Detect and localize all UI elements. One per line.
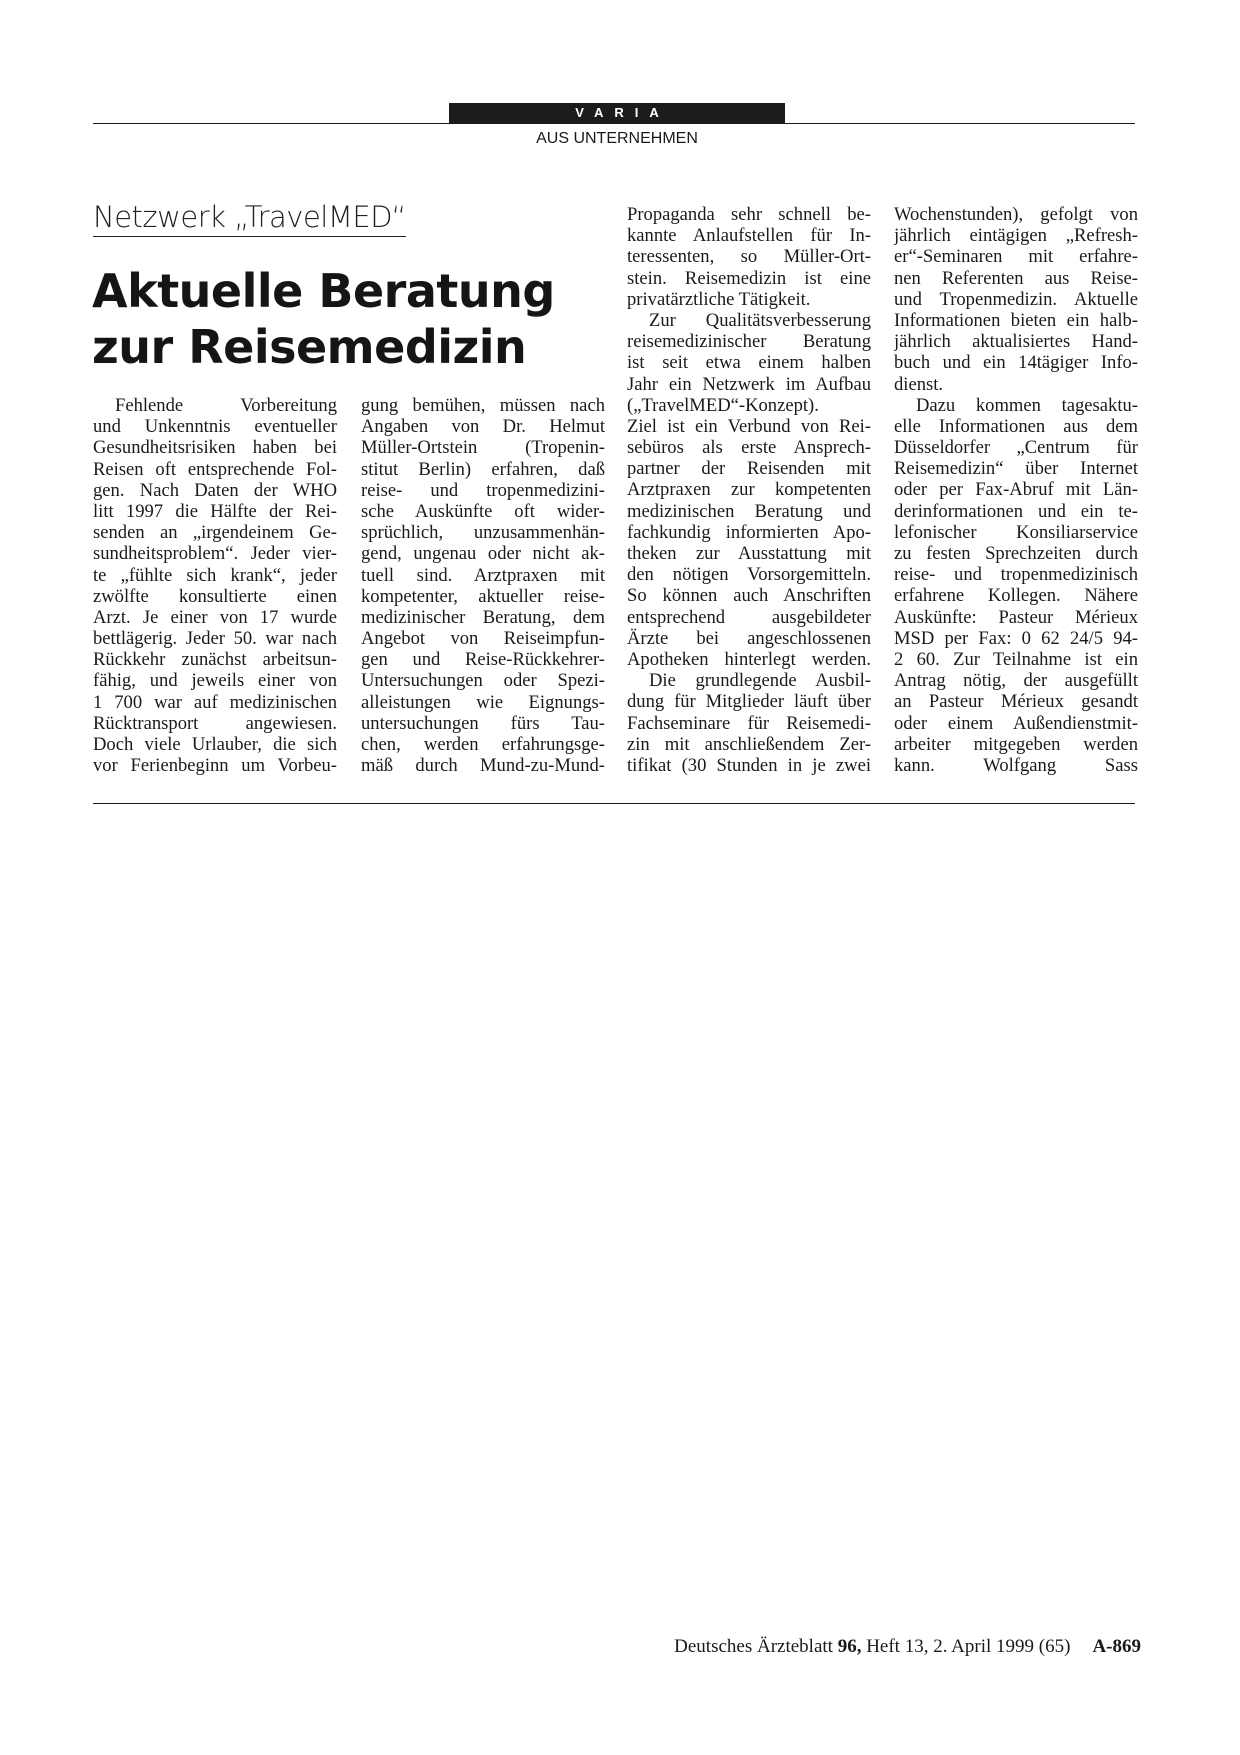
article-text-line: reise- und tropenmedizini-: [361, 479, 605, 501]
article-text-line: Informationen bieten ein halb-: [894, 309, 1138, 331]
header-rule: [93, 123, 1135, 124]
article-text-line: gend, ungenau oder nicht ak-: [361, 543, 605, 565]
article-text-line: an Pasteur Mérieux gesandt: [894, 691, 1138, 713]
article-text-line: lefonischer Konsiliarservice: [894, 521, 1138, 543]
article-text-line: 1 700 war auf medizinischen: [93, 691, 337, 713]
article-text-line: nen Referenten aus Reise-: [894, 267, 1138, 289]
article-text-line: Zur Qualitätsverbesserung: [649, 309, 871, 331]
article-text-line: Reisen oft entsprechende Fol-: [93, 458, 337, 480]
article-text-line: Doch viele Urlauber, die sich: [93, 734, 337, 755]
article-text-line: sprüchlich, unzusammenhän-: [361, 522, 605, 544]
article-text-line: gung bemühen, müssen nach: [361, 395, 605, 416]
article-author: Wolfgang Sass: [983, 754, 1138, 776]
article-text-line: oder per Fax-Abruf mit Län-: [894, 479, 1138, 501]
article-text-line: privatärztliche Tätigkeit.: [627, 288, 811, 310]
article-end-rule: [93, 803, 1135, 804]
article-column-2: [361, 395, 605, 776]
article-text-line: vor Ferienbeginn um Vorbeu-: [93, 755, 337, 777]
article-text-line: chen, werden erfahrungsge-: [361, 734, 605, 755]
article-text-line: erfahrene Kollegen. Nähere: [894, 585, 1138, 607]
article-text-line: sche Auskünfte oft wider-: [361, 500, 605, 522]
page-footer: [674, 1635, 1141, 1659]
article-text-line: oder einem Außendienstmit-: [894, 712, 1138, 734]
article-text-line: gen. Nach Daten der WHO: [93, 479, 337, 501]
article-text-line: jährlich eintägigen „Refresh-: [894, 225, 1138, 247]
article-text-line: stitut Berlin) erfahren, daß: [361, 458, 605, 480]
article-text-line: te „fühlte sich krank“, jeder: [93, 564, 337, 586]
article-text-line: Gesundheitsrisiken haben bei: [93, 437, 337, 459]
article-text-line: fachkundig informierten Apo-: [627, 521, 871, 543]
signature-line-end: kann.: [894, 754, 935, 776]
article-text-line: Auskünfte: Pasteur Mérieux: [894, 606, 1138, 628]
article-text-line: Rückkehr zunächst arbeitsun-: [93, 649, 337, 671]
article-text-line: Propaganda sehr schnell be-: [627, 204, 871, 225]
article-text-line: arbeiter mitgegeben werden: [894, 733, 1138, 755]
article-text-line: 2 60. Zur Teilnahme ist ein: [894, 648, 1138, 670]
article-text-line: [894, 755, 1138, 776]
article-text-line: Ärzte bei angeschlossenen: [627, 627, 871, 649]
article-column-1: [93, 395, 337, 776]
article-text-line: Wochenstunden), gefolgt von: [894, 204, 1138, 225]
article-text-line: derinformationen und ein te-: [894, 500, 1138, 522]
article-text-line: Müller-Ortstein (Tropenin-: [361, 437, 605, 459]
article-text-line: medizinischer Beratung, dem: [361, 606, 605, 628]
article-text-line: jährlich aktualisiertes Hand-: [894, 331, 1138, 353]
headline-line-1: Aktuelle Beratung: [92, 264, 555, 318]
footer-issue: Heft 13, 2. April 1999 (65): [866, 1636, 1071, 1657]
footer-page-number: A-869: [1092, 1636, 1141, 1657]
article-text-line: zu festen Sprechzeiten durch: [894, 543, 1138, 564]
footer-journal: Deutsches Ärzteblatt: [674, 1636, 833, 1657]
article-text-line: fähig, und jeweils einer von: [93, 670, 337, 692]
headline-line-2: zur Reisemedizin: [92, 320, 527, 374]
article-text-line: Reisemedizin“ über Internet: [894, 458, 1138, 480]
article-text-line: mäß durch Mund-zu-Mund-: [361, 755, 605, 777]
article-text-line: ist seit etwa einem halben: [627, 352, 871, 374]
article-text-line: tifikat (30 Stunden in je zwei: [627, 754, 871, 776]
article-text-line: den nötigen Vorsorgemitteln.: [627, 564, 871, 586]
article-text-line: tuell sind. Arztpraxen mit: [361, 564, 605, 586]
article-text-line: kannte Anlaufstellen für In-: [627, 225, 871, 247]
article-text-line: Arzt. Je einer von 17 wurde: [93, 606, 337, 628]
article-text-line: untersuchungen fürs Tau-: [361, 712, 605, 734]
article-text-line: litt 1997 die Hälfte der Rei-: [93, 500, 337, 522]
article-text-line: Untersuchungen oder Spezi-: [361, 670, 605, 692]
article-text-line: er“-Seminaren mit erfahre-: [894, 246, 1138, 268]
article-text-line: Die grundlegende Ausbil-: [649, 670, 871, 692]
article-text-line: So können auch Anschriften: [627, 585, 871, 607]
article-text-line: partner der Reisenden mit: [627, 458, 871, 480]
article-text-line: alleistungen wie Eignungs-: [361, 691, 605, 713]
article-text-line: zin mit anschließendem Zer-: [627, 733, 871, 755]
article-text-line: sebüros als erste Ansprech-: [627, 437, 871, 459]
article-text-line: Angebot von Reiseimpfun-: [361, 628, 605, 650]
article-text-line: Rücktransport angewiesen.: [93, 712, 337, 734]
article-text-line: dung für Mitglieder läuft über: [627, 691, 871, 713]
article-kicker: Netzwerk „TravelMED“: [93, 200, 406, 237]
section-label: VARIA: [449, 103, 785, 123]
article-text-line: gen und Reise-Rückkehrer-: [361, 649, 605, 671]
article-text-line: Apotheken hinterlegt werden.: [627, 648, 871, 670]
article-text-line: Jahr ein Netzwerk im Aufbau: [627, 373, 871, 395]
article-text-line: teressenten, so Müller-Ort-: [627, 246, 871, 268]
footer-volume: 96,: [837, 1636, 862, 1657]
article-column-4: [894, 204, 1138, 776]
article-text-line: („TravelMED“-Konzept).: [627, 394, 819, 416]
article-text-line: reisemedizinischer Beratung: [627, 331, 871, 353]
article-text-line: entsprechend ausgebildeter: [627, 606, 871, 628]
article-text-line: kompetenter, aktueller reise-: [361, 585, 605, 607]
article-text-line: stein. Reisemedizin ist eine: [627, 267, 871, 289]
article-text-line: und Unkenntnis eventueller: [93, 416, 337, 438]
article-text-line: Düsseldorfer „Centrum für: [894, 437, 1138, 459]
article-text-line: bettlägerig. Jeder 50. war nach: [93, 628, 337, 650]
article-text-line: Fehlende Vorbereitung: [115, 395, 337, 416]
article-text-line: und Tropenmedizin. Aktuelle: [894, 288, 1138, 310]
article-text-line: Ziel ist ein Verbund von Rei-: [627, 415, 871, 437]
article-headline: [92, 263, 612, 375]
subsection-label: AUS UNTERNEHMEN: [536, 130, 698, 147]
article-text-line: sundheitsproblem“. Jeder vier-: [93, 543, 337, 565]
article-text-line: medizinischen Beratung und: [627, 500, 871, 522]
article-text-line: Angaben von Dr. Helmut: [361, 416, 605, 438]
article-text-line: MSD per Fax: 0 62 24/5 94-: [894, 627, 1138, 649]
article-text-line: Arztpraxen zur kompetenten: [627, 479, 871, 501]
article-text-line: Antrag nötig, der ausgefüllt: [894, 670, 1138, 692]
article-text-line: reise- und tropenmedizinisch: [894, 564, 1138, 586]
article-text-line: zwölfte konsultierte einen: [93, 585, 337, 607]
article-text-line: theken zur Ausstattung mit: [627, 543, 871, 564]
article-text-line: elle Informationen aus dem: [894, 415, 1138, 437]
article-text-line: Fachseminare für Reisemedi-: [627, 712, 871, 734]
article-column-3: [627, 204, 871, 776]
article-text-line: buch und ein 14tägiger Info-: [894, 352, 1138, 374]
article-text-line: senden an „irgendeinem Ge-: [93, 522, 337, 544]
article-text-line: Dazu kommen tagesaktu-: [916, 394, 1138, 416]
article-text-line: dienst.: [894, 373, 944, 395]
